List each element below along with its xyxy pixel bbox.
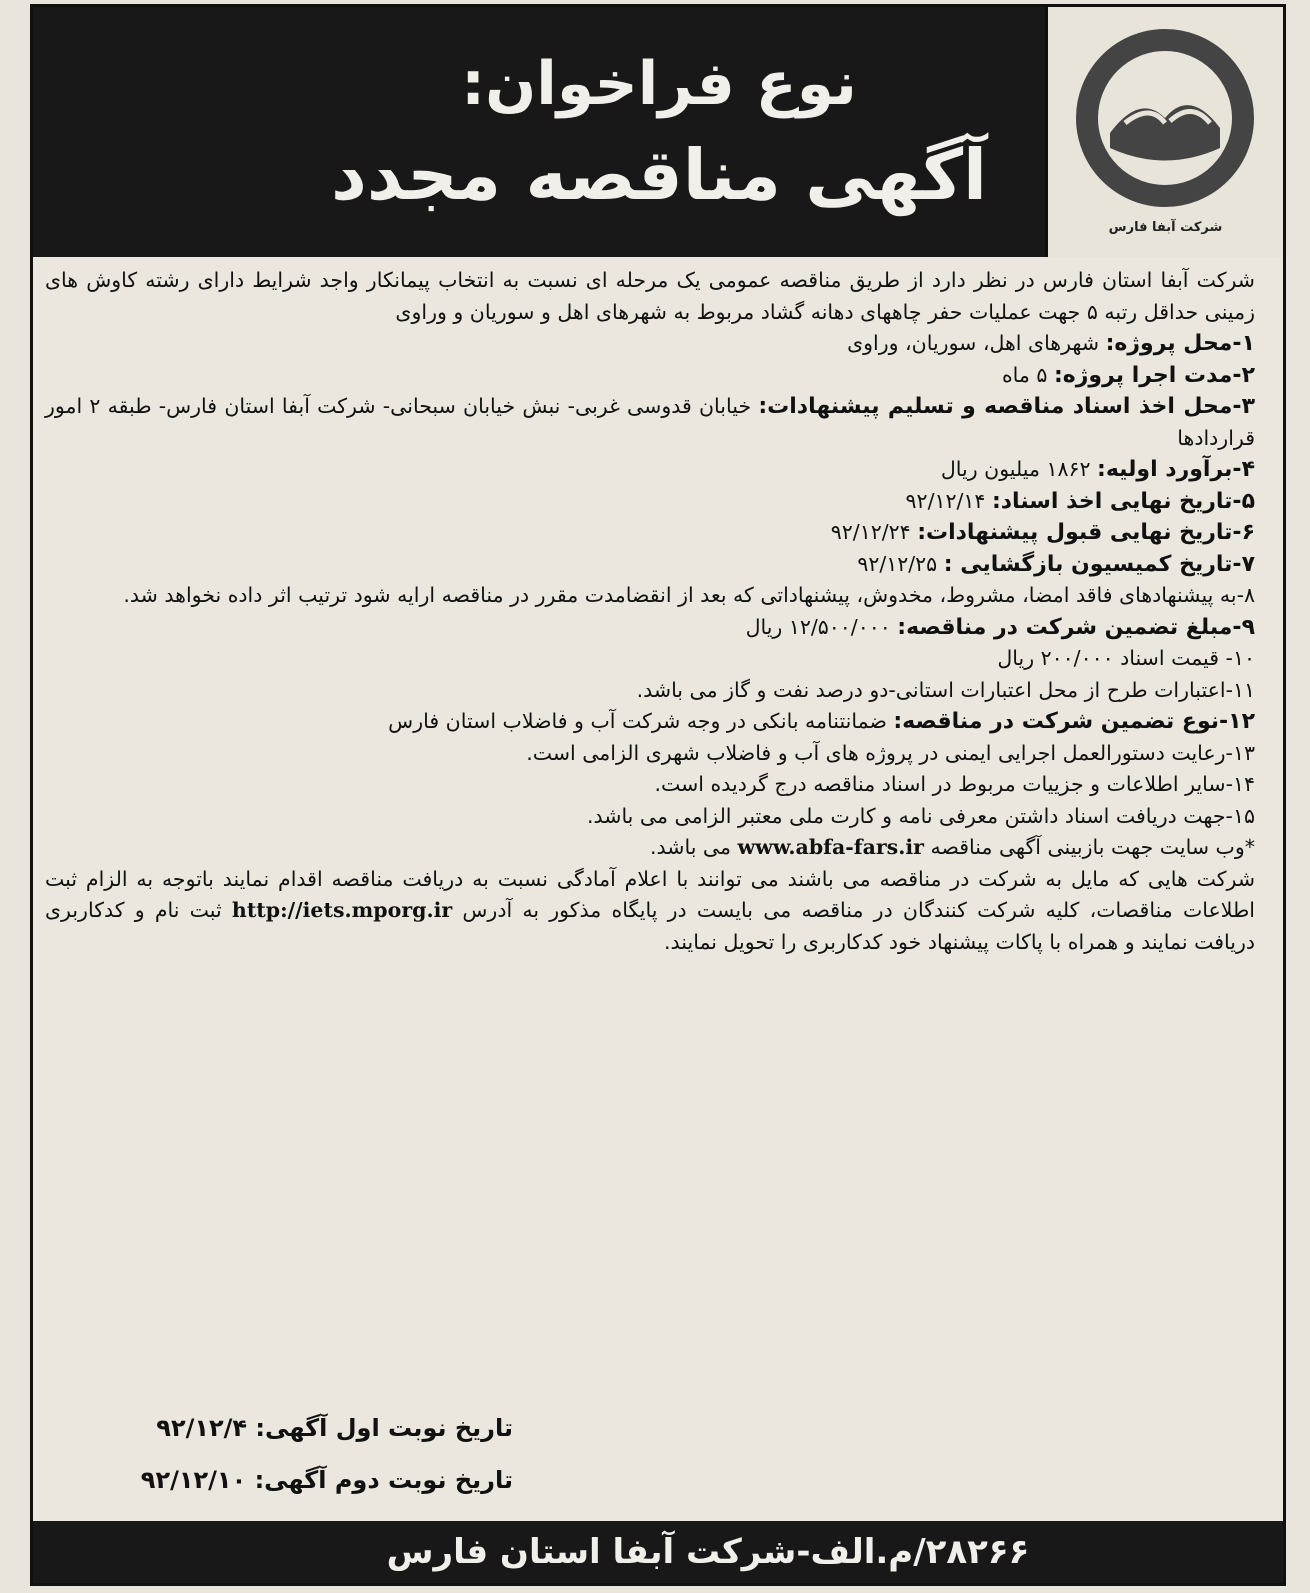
list-item: ۱۲-نوع تضمین شرکت در مناقصه: ضمانتنامه بانکی در وجه شرکت آب و فاضلاب استان فارس <box>388 709 1255 734</box>
list-item: ۱۵-جهت دریافت اسناد داشتن معرفی نامه و کارت ملی معتبر الزامی می باشد. <box>586 803 1255 828</box>
second-run-date: تاریخ نوبت دوم آگهی: ۹۲/۱۲/۱۰ <box>140 1466 513 1494</box>
website-link[interactable]: www.abfa-fars.ir <box>737 835 924 859</box>
list-item: ۱-محل پروژه: شهرهای اهل، سوریان، وراوی <box>847 331 1255 356</box>
list-item: ۱۱-اعتبارات طرح از محل اعتبارات استانی-دو درصد نفت و گاز می باشد. <box>636 677 1255 702</box>
list-item: ۸-به پیشنهادهای فاقد امضا، مشروط، مخدوش، پیشنهاداتی که بعد از انقضامدت مقرر در مناقصه ارایه شود ترتیب اثر داده نخواهد شد. <box>123 583 1255 607</box>
logo-caption: شرکت آبفا فارس <box>1108 220 1223 235</box>
first-run-date: تاریخ نوبت اول آگهی: ۹۲/۱۲/۴ <box>156 1414 513 1442</box>
notice-title: آگهی مناقصه مجدد <box>330 134 988 216</box>
list-item: ۵-تاریخ نهایی اخذ اسناد: ۹۲/۱۲/۱۴ <box>905 488 1255 514</box>
call-type-title: نوع فراخوان: <box>461 49 857 119</box>
list-item: ۱۴-سایر اطلاعات و جزییات مربوط در اسناد مناقصه درج گردیده است. <box>654 772 1255 796</box>
water-drop-logo-icon <box>1070 23 1260 213</box>
iets-link[interactable]: http://iets.mporg.ir <box>231 898 453 922</box>
closing-paragraph: شرکت هایی که مایل به شرکت در مناقصه می باشند می توانند با اعلام آمادگی نسبت به دریافت مناقصه اقدام نمایند باتوجه به الزام ثبت اطلاعات مناقصات، کلیه شرکت کنندگان در مناقصه می بایست در پایگاه مذکور به آدرس http://iets.mporg.ir ثبت نام و کدکاربری دریافت نمایند و همراه با پاکات پیشنهاد خود کدکاربری را تحویل نمایند. <box>45 866 1255 954</box>
abfa-logo <box>1045 7 1283 257</box>
header-banner <box>33 7 1283 257</box>
intro-paragraph: شرکت آبفا استان فارس در نظر دارد از طریق مناقصه عمومی یک مرحله ای نسبت به انتخاب پیمانکار واجد شرایط دارای رشته کاوش های زمینی حداقل رتبه ۵ جهت عملیات حفر چاههای دهانه گشاد مربوط به شهرهای اهل و سوریان و وراوی <box>45 268 1255 324</box>
notice-body <box>45 265 1255 958</box>
publication-dates <box>73 1402 513 1506</box>
list-item: ۹-مبلغ تضمین شرکت در مناقصه: ۱۲/۵۰۰/۰۰۰ ریال <box>745 614 1255 640</box>
list-item: ۱۰- قیمت اسناد ۲۰۰/۰۰۰ ریال <box>997 646 1255 670</box>
list-item: ۳-محل اخذ اسناد مناقصه و تسلیم پیشنهادات: خیابان قدوسی غربی- نبش خیابان سبحانی- شرکت آبفا استان فارس- طبقه ۲ امور قراردادها <box>45 394 1256 450</box>
list-item: ۷-تاریخ کمیسیون بازگشایی : ۹۲/۱۲/۲۵ <box>857 551 1255 577</box>
title-area <box>33 7 1045 257</box>
items-list <box>45 328 1255 832</box>
website-line: *وب سایت جهت بازبینی آگهی مناقصه www.abfa-fars.ir می باشد. <box>650 835 1255 859</box>
footer-banner: ۲۸۲۶۶/م.الف-شرکت آبفا استان فارس <box>33 1521 1283 1583</box>
tender-notice <box>30 4 1286 1586</box>
list-item: ۲-مدت اجرا پروژه: ۵ ماه <box>1001 362 1255 388</box>
list-item: ۴-برآورد اولیه: ۱۸۶۲ میلیون ریال <box>940 457 1255 482</box>
list-item: ۱۳-رعایت دستورالعمل اجرایی ایمنی در پروژه های آب و فاضلاب شهری الزامی است. <box>526 740 1255 765</box>
list-item: ۶-تاریخ نهایی قبول پیشنهادات: ۹۲/۱۲/۲۴ <box>830 520 1255 545</box>
